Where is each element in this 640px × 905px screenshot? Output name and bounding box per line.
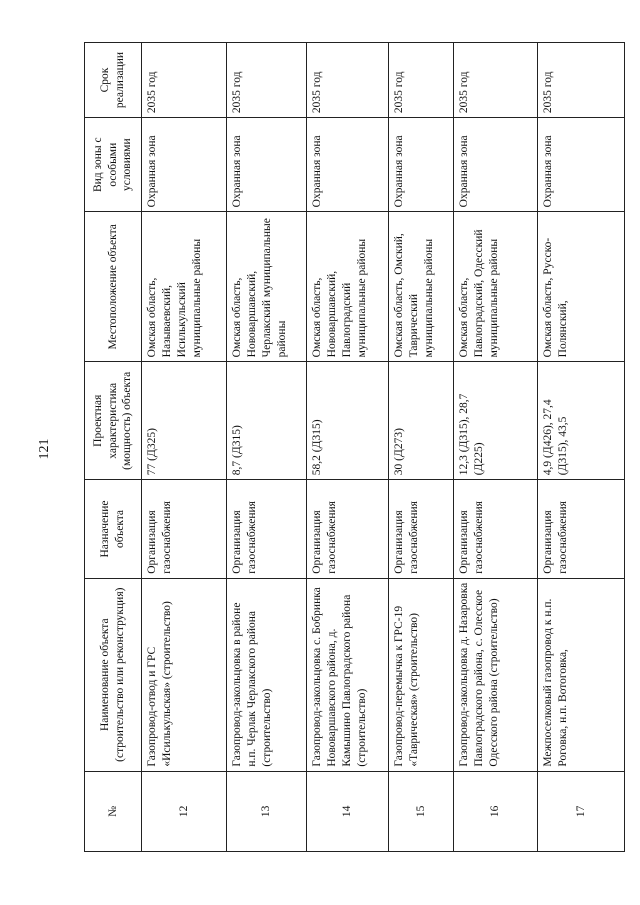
row-num: 12 — [142, 771, 227, 851]
table-row — [454, 43, 538, 852]
header-zone: Вид зоны с особыми условиями — [85, 118, 142, 212]
row-name: Газопровод-закольцовка с. Бобринка Нововаршавского района, д. Камышино Павлоградского района (строительство) — [307, 578, 389, 771]
row-purpose: Организация газоснабжения — [227, 480, 307, 579]
row-term: 2035 год — [454, 43, 538, 118]
row-purpose: Организация газоснабжения — [389, 480, 454, 579]
row-name: Газопровод-закольцовка д. Назаровка Павлоградского района, с. Олесское Одесского района (строительство) — [454, 578, 538, 771]
row-purpose: Организация газоснабжения — [307, 480, 389, 579]
row-name: Газопровод-отвод и ГРС «Исилькульская» (строительство) — [142, 578, 227, 771]
row-name: Газопровод-закольцовка в районе н.п. Черлак Черлакского района (строительство) — [227, 578, 307, 771]
row-location: Омская область, Называевский, Исилькульский муниципальные районы — [142, 212, 227, 362]
table-row — [389, 43, 454, 852]
row-zone: Охранная зона — [389, 118, 454, 212]
page-number: 121 — [37, 438, 52, 460]
row-location: Омская область, Павлоградский, Одесский муниципальные районы — [454, 212, 538, 362]
row-characteristics: 30 (Д273) — [389, 362, 454, 480]
header-term: Срок реализации — [85, 43, 142, 118]
row-zone: Охранная зона — [538, 118, 625, 212]
row-characteristics: 12,3 (Д315), 28,7 (Д225) — [454, 362, 538, 480]
row-location: Омская область, Нововаршавский, Черлакский муниципальные районы — [227, 212, 307, 362]
row-name: Газопровод-перемычка к ГРС-19 «Таврическая» (строительство) — [389, 578, 454, 771]
table-row — [142, 43, 227, 852]
row-num: 13 — [227, 771, 307, 851]
header-characteristics: Проектная характеристика (мощность) объекта — [85, 362, 142, 480]
row-term: 2035 год — [538, 43, 625, 118]
infrastructure-table — [84, 42, 625, 852]
row-zone: Охранная зона — [227, 118, 307, 212]
row-term: 2035 год — [142, 43, 227, 118]
row-num: 17 — [538, 771, 625, 851]
row-term: 2035 год — [307, 43, 389, 118]
row-zone: Охранная зона — [454, 118, 538, 212]
row-zone: Охранная зона — [307, 118, 389, 212]
row-location: Омская область, Омский, Таврический муниципальные районы — [389, 212, 454, 362]
rotated-table-wrapper — [84, 42, 624, 852]
row-characteristics: 58,2 (Д315) — [307, 362, 389, 480]
table-row — [538, 43, 625, 852]
header-num: № — [85, 771, 142, 851]
row-term: 2035 год — [389, 43, 454, 118]
header-location: Местоположение объекта — [85, 212, 142, 362]
row-num: 16 — [454, 771, 538, 851]
row-name: Межпоселковый газопровод к н.п. Роговка, н.п. Вотоговка, — [538, 578, 625, 771]
row-location: Омская область, Нововаршавский, Павлоградский муниципальные районы — [307, 212, 389, 362]
header-purpose: Назначение объекта — [85, 480, 142, 579]
row-zone: Охранная зона — [142, 118, 227, 212]
header-row — [85, 43, 142, 852]
row-purpose: Организация газоснабжения — [142, 480, 227, 579]
row-num: 14 — [307, 771, 389, 851]
row-characteristics: 8,7 (Д315) — [227, 362, 307, 480]
row-characteristics: 4,9 (Д426), 27,4 (Д315), 43,5 — [538, 362, 625, 480]
table-row — [227, 43, 307, 852]
row-characteristics: 77 (Д325) — [142, 362, 227, 480]
row-num: 15 — [389, 771, 454, 851]
row-term: 2035 год — [227, 43, 307, 118]
row-purpose: Организация газоснабжения — [454, 480, 538, 579]
table-row — [307, 43, 389, 852]
header-name: Наименование объекта (строительство или реконструкция) — [85, 578, 142, 771]
row-purpose: Организация газоснабжения — [538, 480, 625, 579]
row-location: Омская область, Русско-Полянский, — [538, 212, 625, 362]
